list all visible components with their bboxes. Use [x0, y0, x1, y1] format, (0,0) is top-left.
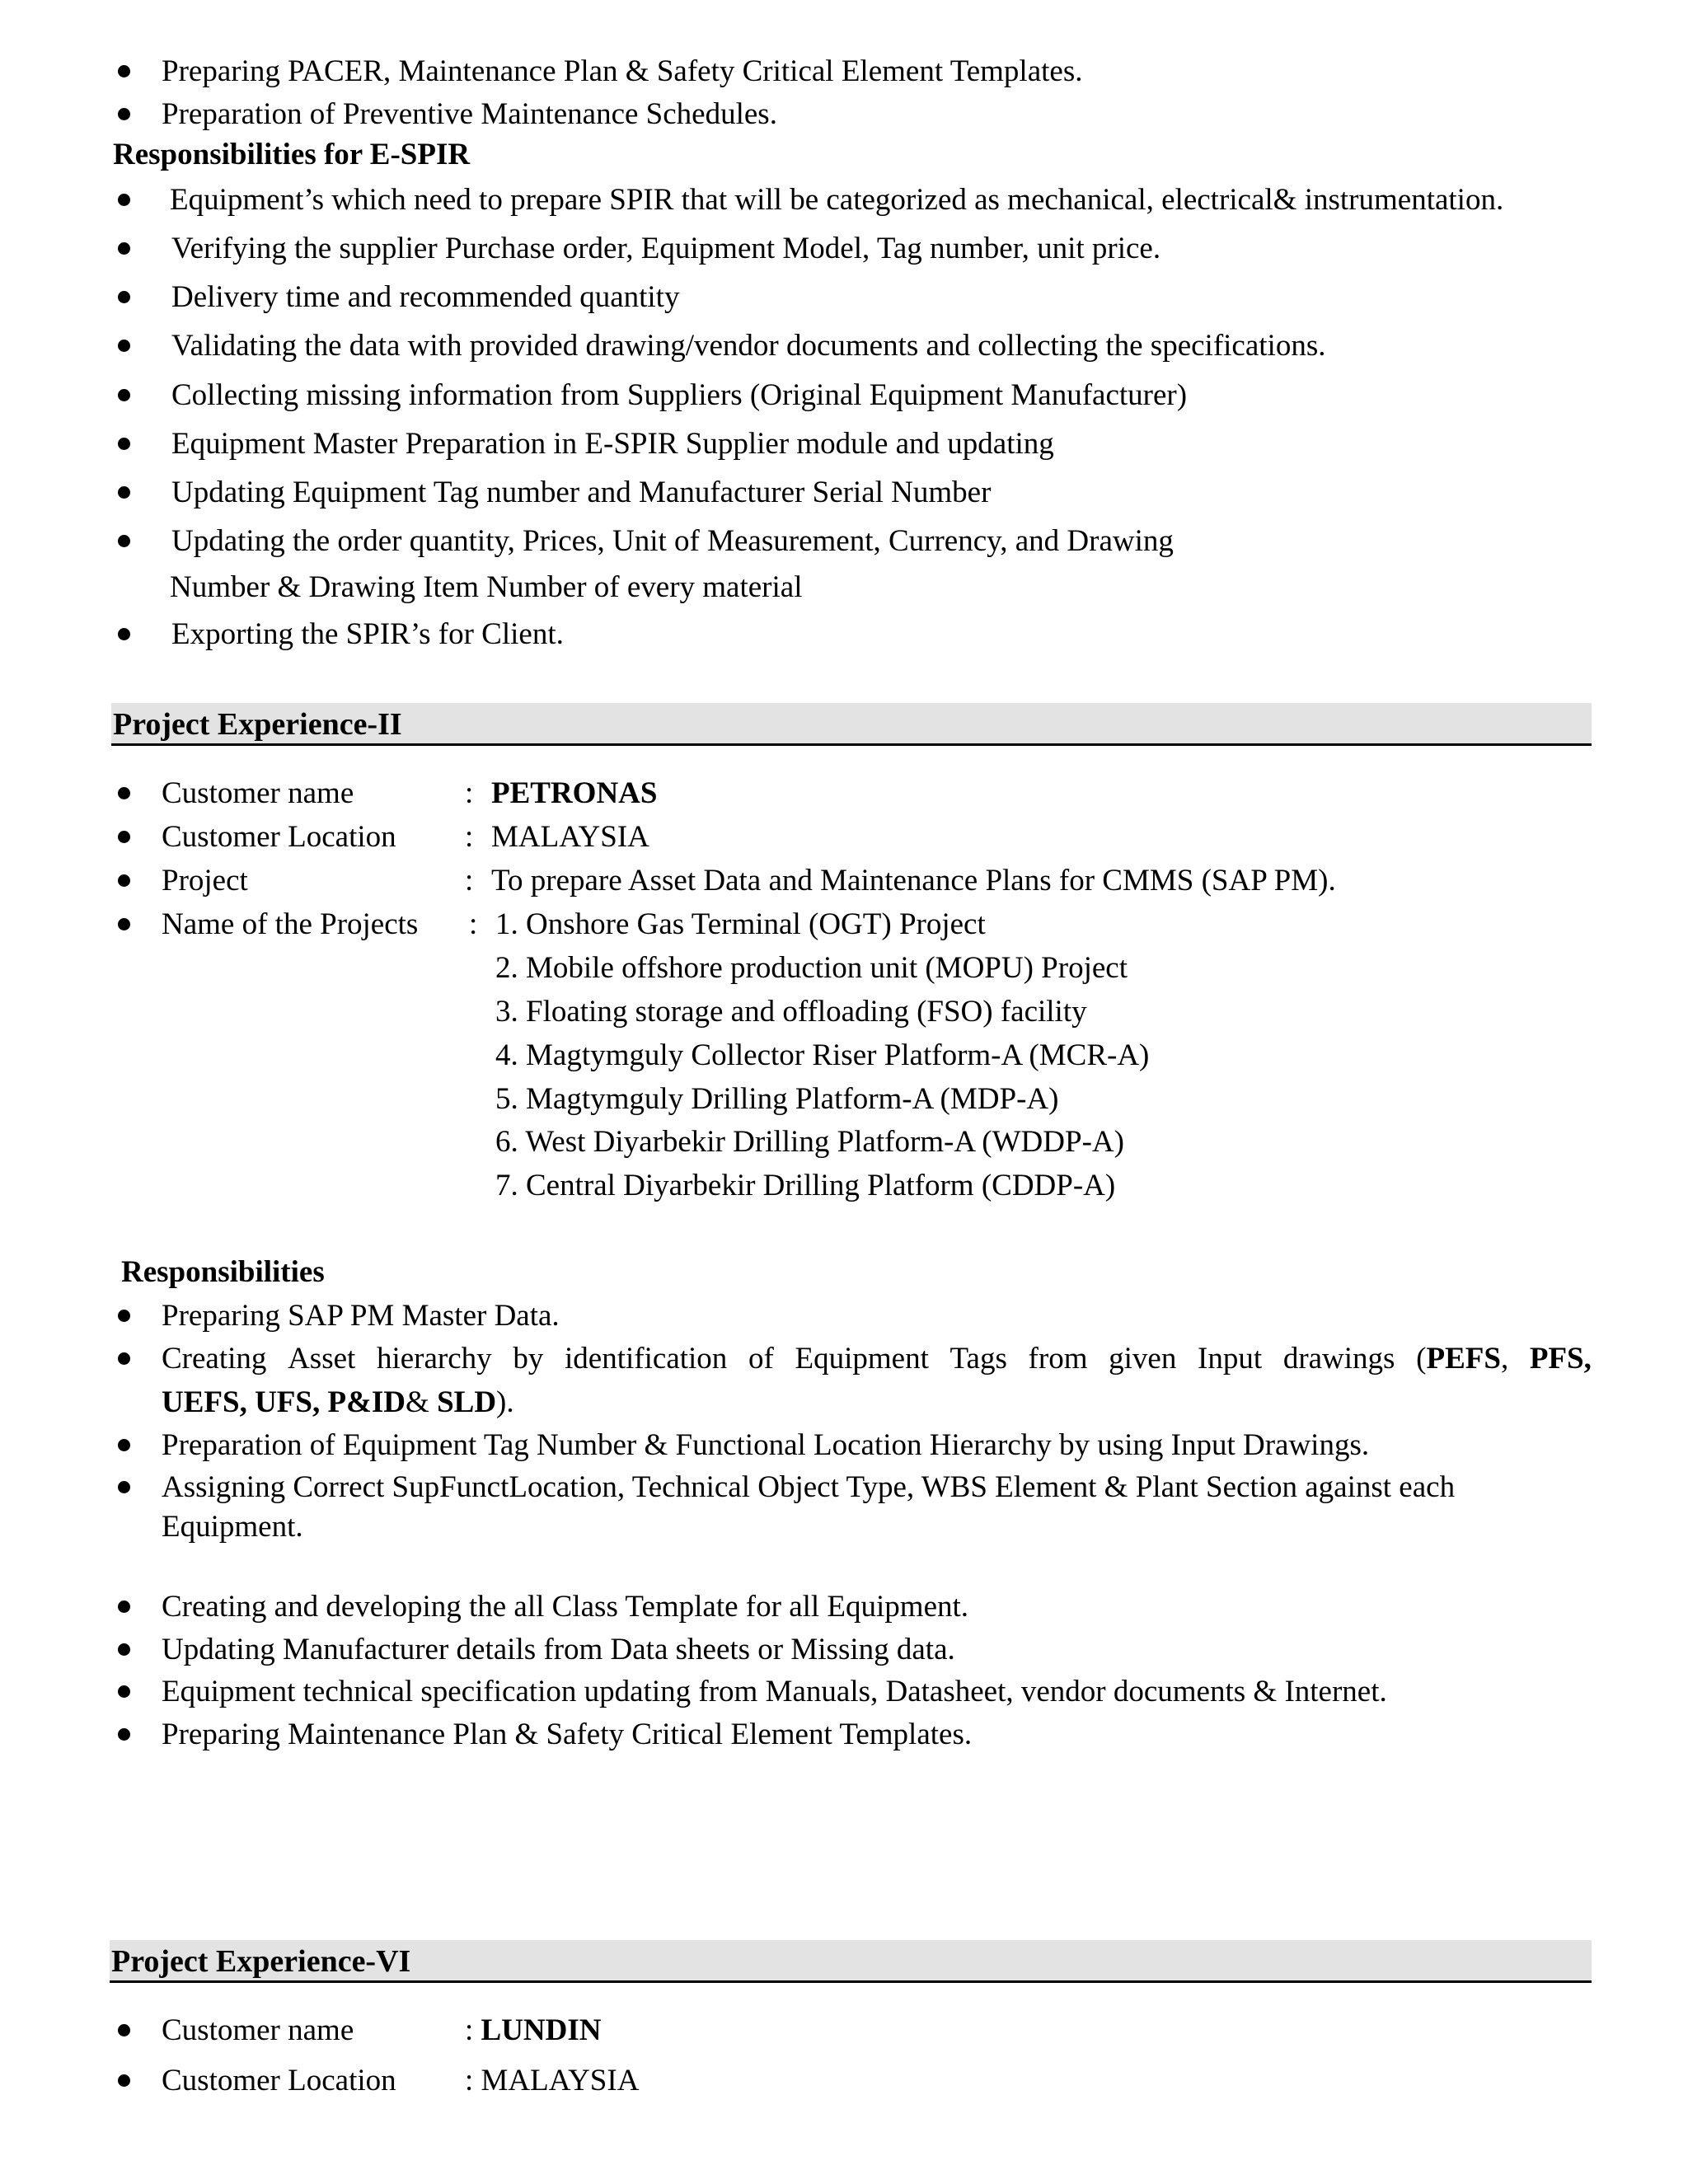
project-name-item: 4. Magtymguly Collector Riser Platform-A (MCR-A) [495, 1038, 1150, 1072]
bullet-icon [118, 486, 130, 499]
espir-item: Exporting the SPIR’s for Client. [171, 617, 564, 651]
bullet-icon [118, 1310, 130, 1322]
bullet-icon [118, 1481, 130, 1493]
responsibility-item: Preparing Maintenance Plan & Safety Critical Element Templates. [162, 1718, 973, 1751]
project-name-item: 3. Floating storage and offloading (FSO) facility [495, 995, 1087, 1029]
colon: : [465, 820, 474, 854]
responsibility-item: Updating Manufacturer details from Data sheets or Missing data. [162, 1633, 955, 1666]
bullet-icon [118, 1601, 130, 1613]
espir-item: Verifying the supplier Purchase order, Equipment Model, Tag number, unit price. [171, 232, 1161, 265]
project-name-item: 1. Onshore Gas Terminal (OGT) Project [495, 907, 986, 941]
customer-location-value: MALAYSIA [491, 820, 649, 854]
section-header-project-6 [110, 1940, 1592, 1983]
bullet-icon [118, 108, 130, 120]
bullet-icon [118, 65, 130, 77]
bullet-icon [118, 291, 130, 303]
project-name-item: 2. Mobile offshore production unit (MOPU) Project [495, 951, 1128, 985]
espir-item: Updating Equipment Tag number and Manufacturer Serial Number [171, 476, 992, 509]
bullet-icon [118, 918, 130, 930]
bullet-icon [118, 389, 130, 401]
espir-item: Collecting missing information from Suppliers (Original Equipment Manufacturer) [171, 378, 1188, 412]
responsibility-item: Equipment technical specification updating from Manuals, Datasheet, vendor documents & Internet. [162, 1675, 1387, 1708]
customer-name-label: Customer name [162, 2013, 354, 2047]
responsibility-item: Preparation of Equipment Tag Number & Functional Location Hierarchy by using Input Drawings. [162, 1428, 1370, 1462]
bullet-icon [118, 874, 130, 887]
espir-item: Equipment’s which need to prepare SPIR that will be categorized as mechanical, electrical& instrumentation. [170, 183, 1504, 217]
bullet-icon [118, 2074, 130, 2087]
responsibilities-heading: Responsibilities [121, 1255, 325, 1289]
section-title: Project Experience-II [113, 707, 402, 742]
bullet-icon [118, 628, 130, 640]
top-bullet-1: Preparing PACER, Maintenance Plan & Safety Critical Element Templates. [162, 54, 1083, 88]
bullet-icon [118, 1728, 130, 1741]
bullet-icon [118, 1643, 130, 1656]
responsibility-item-continued: UEFS, UFS, P&ID& SLD). [162, 1385, 514, 1419]
bullet-icon [118, 2024, 130, 2036]
bullet-icon [118, 535, 130, 547]
espir-heading: Responsibilities for E-SPIR [113, 138, 471, 171]
responsibility-item: Creating and developing the all Class Template for all Equipment. [162, 1590, 969, 1624]
customer-location-value: : MALAYSIA [465, 2064, 640, 2097]
espir-item-continued: Number & Drawing Item Number of every material [170, 570, 803, 604]
customer-location-label: Customer Location [162, 2064, 396, 2097]
espir-item: Updating the order quantity, Prices, Unit of Measurement, Currency, and Drawing [171, 524, 1174, 558]
colon: : [465, 864, 474, 898]
customer-name-value: PETRONAS [491, 776, 658, 810]
customer-name-label: Customer name [162, 776, 354, 810]
top-bullet-2: Preparation of Preventive Maintenance Schedules. [162, 97, 777, 131]
colon: : [465, 776, 474, 810]
section-title: Project Experience-VI [111, 1944, 411, 1979]
bullet-icon [118, 1352, 130, 1365]
project-names-label: Name of the Projects [162, 907, 419, 941]
bullet-icon [118, 438, 130, 450]
colon: : [469, 907, 478, 941]
responsibility-item: Assigning Correct SupFunctLocation, Technical Object Type, WBS Element & Plant Section against each [162, 1470, 1456, 1504]
responsibility-item: Preparing SAP PM Master Data. [162, 1299, 560, 1333]
bullet-icon [118, 340, 130, 352]
bullet-icon [118, 242, 130, 255]
bullet-icon [118, 831, 130, 843]
project-value: To prepare Asset Data and Maintenance Plans for CMMS (SAP PM). [491, 864, 1336, 898]
espir-item: Equipment Master Preparation in E-SPIR Supplier module and updating [171, 427, 1054, 461]
responsibility-item-continued: Equipment. [162, 1510, 303, 1544]
customer-name-value: : LUNDIN [465, 2013, 602, 2047]
bullet-icon [118, 1439, 130, 1451]
espir-item: Validating the data with provided drawing/vendor documents and collecting the specifications. [171, 329, 1326, 363]
project-name-item: 5. Magtymguly Drilling Platform-A (MDP-A) [495, 1082, 1059, 1116]
section-header-project-2 [111, 703, 1592, 746]
project-label: Project [162, 864, 248, 898]
bullet-icon [118, 787, 130, 799]
project-name-item: 6. West Diyarbekir Drilling Platform-A (WDDP-A) [495, 1125, 1124, 1159]
bullet-icon [118, 194, 130, 206]
bullet-icon [118, 1685, 130, 1698]
project-name-item: 7. Central Diyarbekir Drilling Platform (CDDP-A) [495, 1169, 1116, 1202]
espir-item: Delivery time and recommended quantity [171, 280, 680, 314]
responsibility-item-justified: Creating Asset hierarchy by identification of Equipment Tags from given Input drawings (PEFS, PFS, [162, 1342, 1592, 1376]
customer-location-label: Customer Location [162, 820, 396, 854]
